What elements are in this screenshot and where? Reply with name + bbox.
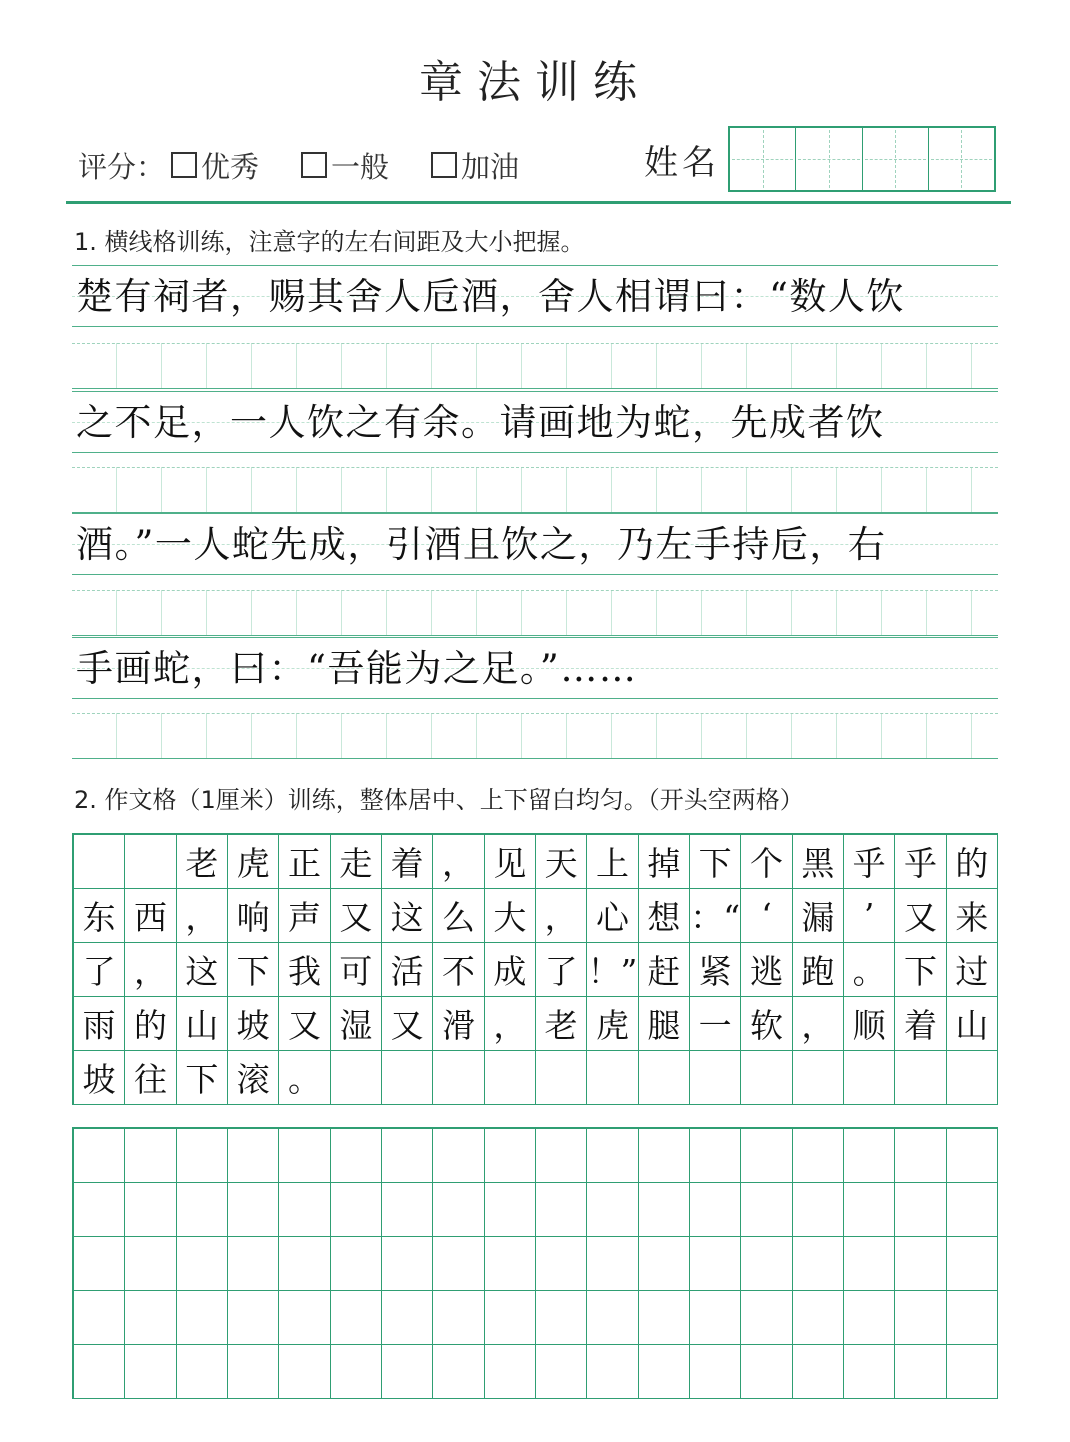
grid-cell-blank[interactable] <box>279 1291 330 1345</box>
grid-cell[interactable]: 下 <box>228 943 279 997</box>
grid-cell-blank[interactable] <box>485 1291 536 1345</box>
grid-cell[interactable]: 下 <box>895 943 946 997</box>
grid-cell-blank[interactable] <box>228 1129 279 1183</box>
grid-cell[interactable]: 的 <box>125 997 176 1051</box>
grid-cell-blank[interactable] <box>382 1291 433 1345</box>
rating-option-excellent[interactable] <box>171 145 259 186</box>
practice-line <box>72 513 998 575</box>
rating-option-label: 优秀 <box>201 149 260 184</box>
practice-line-text: 之不足，一人饮之有余。请画地为蛇，先成者饮 <box>76 401 885 444</box>
grid-cell-blank[interactable] <box>279 1237 330 1291</box>
grid-cell-blank[interactable] <box>587 1183 638 1237</box>
grid-cell[interactable] <box>639 1051 690 1105</box>
grid-cell[interactable]: 活 <box>382 943 433 997</box>
grid-cell[interactable]: ， <box>125 943 176 997</box>
grid-cell[interactable]: 虎 <box>228 835 279 889</box>
checkbox-keep-going[interactable] <box>431 152 457 178</box>
grid-cell[interactable]: 山 <box>177 997 228 1051</box>
grid-cell-blank[interactable] <box>331 1129 382 1183</box>
grid-cell[interactable] <box>895 1051 946 1105</box>
grid-cell[interactable]: 见 <box>485 835 536 889</box>
grid-cell[interactable]: 着 <box>382 835 433 889</box>
grid-cell[interactable] <box>947 1051 998 1105</box>
grid-cell[interactable]: 我 <box>279 943 330 997</box>
grid-cell[interactable]: 么 <box>433 889 484 943</box>
grid-cell-blank[interactable] <box>177 1237 228 1291</box>
grid-cell[interactable]: 山 <box>947 997 998 1051</box>
grid-cell[interactable]: 这 <box>177 943 228 997</box>
grid-cell[interactable]: 个 <box>741 835 792 889</box>
grid-cell[interactable]: 下 <box>690 835 741 889</box>
grid-cell[interactable]: 乎 <box>895 835 946 889</box>
grid-cell-blank[interactable] <box>793 1345 844 1399</box>
grid-cell-blank[interactable] <box>793 1129 844 1183</box>
grid-cell[interactable]: 着 <box>895 997 946 1051</box>
grid-cell[interactable]: 又 <box>331 889 382 943</box>
grid-cell[interactable]: 正 <box>279 835 330 889</box>
rating-label: 评分： <box>78 149 166 184</box>
section1-instruction: 1. 横线格训练，注意字的左右间距及大小把握。 <box>74 228 585 256</box>
grid-cell[interactable]: ’ <box>844 889 895 943</box>
grid-cell-blank[interactable] <box>74 1183 125 1237</box>
rating-group <box>78 140 519 190</box>
grid-cell[interactable] <box>74 835 125 889</box>
grid-cell[interactable]: ， <box>177 889 228 943</box>
grid-cell[interactable]: ， <box>536 889 587 943</box>
grid-cell-blank[interactable] <box>125 1291 176 1345</box>
grid-cell[interactable]: ， <box>793 997 844 1051</box>
grid-cell-blank[interactable] <box>844 1345 895 1399</box>
grid-cell-blank[interactable] <box>895 1129 946 1183</box>
grid-cell[interactable]: 。 <box>844 943 895 997</box>
grid-cell[interactable]: 了 <box>74 943 125 997</box>
grid-cell[interactable]: 老 <box>177 835 228 889</box>
grid-cell-blank[interactable] <box>741 1237 792 1291</box>
grid-cell[interactable]: 赶 <box>639 943 690 997</box>
practice-line <box>72 637 998 699</box>
grid-cell[interactable] <box>382 1051 433 1105</box>
grid-cell-blank[interactable] <box>485 1237 536 1291</box>
grid-cell[interactable] <box>793 1051 844 1105</box>
grid-cell[interactable]: 想 <box>639 889 690 943</box>
grid-cell-blank[interactable] <box>844 1183 895 1237</box>
blank-practice-line[interactable] <box>72 343 998 389</box>
rating-option-average[interactable] <box>301 145 389 186</box>
grid-cell-blank[interactable] <box>690 1129 741 1183</box>
grid-cell[interactable] <box>536 1051 587 1105</box>
composition-grid-example <box>72 833 998 1105</box>
grid-cell[interactable]: 大 <box>485 889 536 943</box>
grid-cell-blank[interactable] <box>947 1237 998 1291</box>
checkbox-average[interactable] <box>301 152 327 178</box>
name-cell[interactable] <box>929 128 994 190</box>
grid-cell-blank[interactable] <box>639 1183 690 1237</box>
grid-cell-blank[interactable] <box>947 1345 998 1399</box>
grid-cell-blank[interactable] <box>433 1183 484 1237</box>
grid-cell-blank[interactable] <box>741 1345 792 1399</box>
grid-cell-blank[interactable] <box>331 1345 382 1399</box>
grid-cell[interactable] <box>125 835 176 889</box>
grid-cell[interactable]: 。 <box>279 1051 330 1105</box>
grid-cell-blank[interactable] <box>433 1291 484 1345</box>
grid-cell-blank[interactable] <box>433 1237 484 1291</box>
grid-cell-blank[interactable] <box>125 1345 176 1399</box>
grid-cell[interactable]: 又 <box>895 889 946 943</box>
grid-cell-blank[interactable] <box>74 1237 125 1291</box>
grid-cell[interactable]: 坡 <box>74 1051 125 1105</box>
grid-cell-blank[interactable] <box>690 1237 741 1291</box>
grid-cell[interactable]: 滑 <box>433 997 484 1051</box>
grid-cell-blank[interactable] <box>639 1129 690 1183</box>
grid-cell[interactable]: 过 <box>947 943 998 997</box>
name-label: 姓名 <box>644 143 720 183</box>
grid-cell[interactable]: 漏 <box>793 889 844 943</box>
grid-cell[interactable]: 黑 <box>793 835 844 889</box>
grid-cell[interactable]: 不 <box>433 943 484 997</box>
grid-cell[interactable]: 顺 <box>844 997 895 1051</box>
grid-cell-blank[interactable] <box>382 1129 433 1183</box>
grid-cell-blank[interactable] <box>177 1291 228 1345</box>
grid-cell[interactable]: ！” <box>587 943 638 997</box>
grid-cell-blank[interactable] <box>177 1129 228 1183</box>
grid-cell[interactable] <box>331 1051 382 1105</box>
grid-cell-blank[interactable] <box>433 1345 484 1399</box>
grid-cell-blank[interactable] <box>895 1183 946 1237</box>
grid-cell[interactable] <box>690 1051 741 1105</box>
blank-practice-line[interactable] <box>72 467 998 513</box>
grid-cell-blank[interactable] <box>279 1183 330 1237</box>
grid-cell[interactable] <box>433 1051 484 1105</box>
section2-instruction: 2. 作文格（1厘米）训练，整体居中、上下留白均匀。（开头空两格） <box>74 786 804 814</box>
grid-cell-blank[interactable] <box>382 1345 433 1399</box>
grid-cell[interactable]: 了 <box>536 943 587 997</box>
grid-cell-blank[interactable] <box>793 1291 844 1345</box>
grid-cell[interactable]: 掉 <box>639 835 690 889</box>
practice-line-text: 手画蛇，曰：“吾能为之足。”…… <box>76 647 638 690</box>
grid-cell[interactable]: ‘ <box>741 889 792 943</box>
grid-cell-blank[interactable] <box>228 1183 279 1237</box>
grid-cell[interactable]: 老 <box>536 997 587 1051</box>
grid-cell[interactable]: 往 <box>125 1051 176 1105</box>
grid-cell[interactable]: 来 <box>947 889 998 943</box>
grid-cell-blank[interactable] <box>587 1237 638 1291</box>
grid-cell-blank[interactable] <box>587 1291 638 1345</box>
composition-grid-blank[interactable] <box>72 1127 998 1399</box>
grid-cell[interactable]: 一 <box>690 997 741 1051</box>
grid-cell-blank[interactable] <box>895 1237 946 1291</box>
grid-cell-blank[interactable] <box>639 1237 690 1291</box>
grid-cell[interactable]: 虎 <box>587 997 638 1051</box>
grid-cell[interactable] <box>587 1051 638 1105</box>
grid-cell-blank[interactable] <box>536 1183 587 1237</box>
grid-cell-blank[interactable] <box>485 1183 536 1237</box>
grid-cell-blank[interactable] <box>125 1129 176 1183</box>
grid-cell-blank[interactable] <box>125 1237 176 1291</box>
header-divider <box>66 201 1011 204</box>
grid-cell-blank[interactable] <box>536 1345 587 1399</box>
grid-cell-blank[interactable] <box>228 1237 279 1291</box>
grid-cell[interactable]: 下 <box>177 1051 228 1105</box>
grid-cell-blank[interactable] <box>741 1183 792 1237</box>
grid-cell[interactable] <box>741 1051 792 1105</box>
grid-cell-blank[interactable] <box>485 1129 536 1183</box>
grid-cell-blank[interactable] <box>587 1345 638 1399</box>
grid-cell-blank[interactable] <box>639 1291 690 1345</box>
rating-option-keep-going[interactable] <box>431 145 519 186</box>
grid-cell-blank[interactable] <box>74 1291 125 1345</box>
grid-cell-blank[interactable] <box>793 1237 844 1291</box>
grid-cell[interactable]: 逃 <box>741 943 792 997</box>
grid-cell-blank[interactable] <box>690 1183 741 1237</box>
practice-line-text: 酒。”一人蛇先成，引酒且饮之，乃左手持卮，右 <box>76 523 887 566</box>
grid-cell-blank[interactable] <box>895 1345 946 1399</box>
practice-line-text: 楚有祠者，赐其舍人卮酒，舍人相谓曰：“数人饮 <box>76 275 905 318</box>
grid-cell-blank[interactable] <box>331 1291 382 1345</box>
practice-line <box>72 391 998 453</box>
grid-cell-blank[interactable] <box>279 1129 330 1183</box>
grid-cell[interactable]: 雨 <box>74 997 125 1051</box>
grid-cell-blank[interactable] <box>741 1129 792 1183</box>
grid-cell-blank[interactable] <box>125 1183 176 1237</box>
grid-cell-blank[interactable] <box>947 1129 998 1183</box>
grid-cell-blank[interactable] <box>177 1183 228 1237</box>
grid-cell-blank[interactable] <box>382 1237 433 1291</box>
grid-cell-blank[interactable] <box>279 1345 330 1399</box>
grid-cell[interactable]: 乎 <box>844 835 895 889</box>
name-cell[interactable] <box>796 128 862 190</box>
grid-cell-blank[interactable] <box>433 1129 484 1183</box>
blank-practice-line[interactable] <box>72 590 998 636</box>
grid-cell-blank[interactable] <box>536 1291 587 1345</box>
practice-line <box>72 265 998 327</box>
grid-cell-blank[interactable] <box>331 1183 382 1237</box>
grid-cell-blank[interactable] <box>793 1183 844 1237</box>
grid-cell[interactable]: 软 <box>741 997 792 1051</box>
grid-cell[interactable]: 上 <box>587 835 638 889</box>
grid-cell[interactable]: 天 <box>536 835 587 889</box>
grid-cell-blank[interactable] <box>639 1345 690 1399</box>
grid-cell[interactable]: 这 <box>382 889 433 943</box>
grid-cell-blank[interactable] <box>587 1129 638 1183</box>
grid-cell[interactable]: 成 <box>485 943 536 997</box>
grid-cell-blank[interactable] <box>741 1291 792 1345</box>
name-cell[interactable] <box>863 128 929 190</box>
grid-cell[interactable]: 东 <box>74 889 125 943</box>
grid-cell[interactable]: 可 <box>331 943 382 997</box>
grid-cell-blank[interactable] <box>895 1291 946 1345</box>
grid-cell[interactable]: ， <box>433 835 484 889</box>
grid-cell[interactable]: ， <box>485 997 536 1051</box>
grid-cell-blank[interactable] <box>844 1129 895 1183</box>
grid-cell[interactable]: 又 <box>279 997 330 1051</box>
checkbox-excellent[interactable] <box>171 152 197 178</box>
blank-practice-line[interactable] <box>72 713 998 759</box>
grid-cell[interactable]: 滚 <box>228 1051 279 1105</box>
grid-cell[interactable]: 跑 <box>793 943 844 997</box>
grid-cell-blank[interactable] <box>690 1291 741 1345</box>
grid-cell-blank[interactable] <box>331 1237 382 1291</box>
grid-cell-blank[interactable] <box>536 1237 587 1291</box>
grid-cell[interactable]: 紧 <box>690 943 741 997</box>
grid-cell-blank[interactable] <box>228 1345 279 1399</box>
grid-cell-blank[interactable] <box>947 1291 998 1345</box>
grid-cell[interactable]: 心 <box>587 889 638 943</box>
grid-cell-blank[interactable] <box>228 1291 279 1345</box>
grid-cell-blank[interactable] <box>844 1237 895 1291</box>
grid-cell-blank[interactable] <box>382 1183 433 1237</box>
grid-cell[interactable]: 声 <box>279 889 330 943</box>
grid-cell[interactable]: 的 <box>947 835 998 889</box>
grid-cell[interactable]: 坡 <box>228 997 279 1051</box>
grid-cell-blank[interactable] <box>690 1345 741 1399</box>
grid-cell[interactable]: 西 <box>125 889 176 943</box>
rating-option-label: 一般 <box>331 149 390 184</box>
grid-cell[interactable]: 腿 <box>639 997 690 1051</box>
grid-cell[interactable]: 又 <box>382 997 433 1051</box>
grid-cell[interactable]: 响 <box>228 889 279 943</box>
grid-cell-blank[interactable] <box>177 1345 228 1399</box>
grid-cell[interactable] <box>485 1051 536 1105</box>
grid-cell[interactable] <box>844 1051 895 1105</box>
grid-cell-blank[interactable] <box>844 1291 895 1345</box>
grid-cell[interactable]: 走 <box>331 835 382 889</box>
name-writing-box[interactable] <box>728 126 996 192</box>
rating-option-label: 加油 <box>461 149 520 184</box>
grid-cell[interactable]: ：“ <box>690 889 741 943</box>
grid-cell-blank[interactable] <box>485 1345 536 1399</box>
grid-cell-blank[interactable] <box>74 1345 125 1399</box>
grid-cell[interactable]: 湿 <box>331 997 382 1051</box>
grid-cell-blank[interactable] <box>74 1129 125 1183</box>
grid-cell-blank[interactable] <box>947 1183 998 1237</box>
name-cell[interactable] <box>730 128 796 190</box>
grid-cell-blank[interactable] <box>536 1129 587 1183</box>
page-title: 章法训练 <box>419 57 651 108</box>
